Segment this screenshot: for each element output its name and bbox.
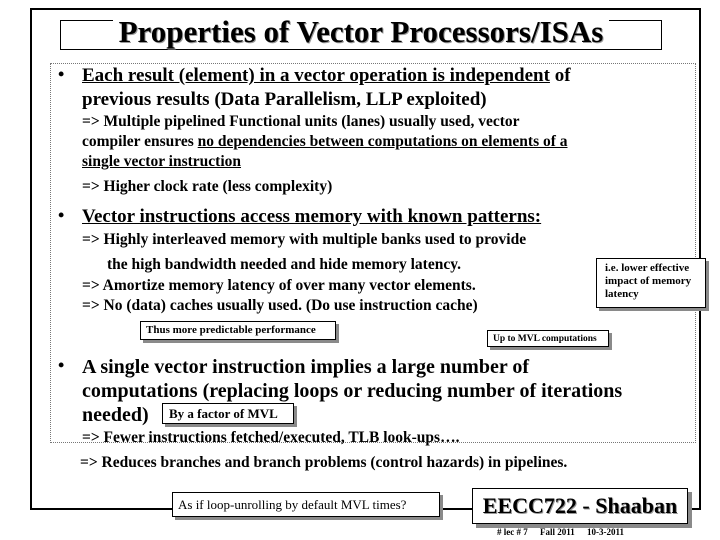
bullet-1-line-1: Each result (element) in a vector operation is independent of xyxy=(82,65,571,86)
bullet-2-sub-1-line-1: => Highly interleaved memory with multiple banks used to provide xyxy=(82,231,527,248)
bullet-1-line-2: previous results (Data Parallelism, LLP exploited) xyxy=(82,89,487,110)
bullet-3-line-2: computations (replacing loops or reducing number of iterations xyxy=(82,380,623,402)
bullet-1-sub-2: => Higher clock rate (less complexity) xyxy=(82,178,333,195)
bullet-1-sub-1-line-3: single vector instruction xyxy=(82,153,242,170)
bullet-1-sub-1-line-2: compiler ensures no dependencies between computations on elements of a xyxy=(82,133,568,150)
date: 10-3-2011 xyxy=(587,527,625,537)
loop-unrolling-note: As if loop-unrolling by default MVL times? xyxy=(172,492,440,517)
bullet-3-sub-2: => Reduces branches and branch problems (control hazards) in pipelines. xyxy=(80,454,568,471)
lecture-number: # lec # 7 xyxy=(497,527,528,537)
bullet-3-sub-1: => Fewer instructions fetched/executed, TLB look-ups…. xyxy=(82,429,460,446)
bullet-2-line-1: Vector instructions access memory with known patterns: xyxy=(82,206,542,227)
bullet-3-marker: • xyxy=(58,355,65,375)
bullet-3-line-3: needed) xyxy=(82,404,149,426)
latency-note-line-3: latency xyxy=(605,288,639,300)
course-title: EECC722 - Shaaban xyxy=(472,488,688,524)
bullet-2-sub-2: => Amortize memory latency of over many vector elements. xyxy=(82,277,476,294)
mvl-computations-note: Up to MVL computations xyxy=(487,330,609,347)
factor-mvl-note: By a factor of MVL xyxy=(162,403,294,424)
slide-title: Properties of Vector Processors/ISAs xyxy=(62,10,660,54)
bullet-3-line-1: A single vector instruction implies a large number of xyxy=(82,356,530,378)
bullet-2-marker: • xyxy=(58,205,65,225)
bullet-2-sub-1-line-2: the high bandwidth needed and hide memory latency. xyxy=(107,256,461,273)
footer-meta xyxy=(497,527,634,537)
latency-note-line-2: impact of memory xyxy=(605,275,692,287)
predictable-performance-note: Thus more predictable performance xyxy=(140,321,336,340)
bullet-1-marker: • xyxy=(58,64,65,84)
bullet-2-sub-3: => No (data) caches usually used. (Do use instruction cache) xyxy=(82,297,478,314)
latency-note xyxy=(596,258,706,308)
term: Fall 2011 xyxy=(540,527,575,537)
latency-note-line-1: i.e. lower effective xyxy=(605,262,690,274)
bullet-1-sub-1-line-1: => Multiple pipelined Functional units (lanes) usually used, vector xyxy=(82,113,520,130)
